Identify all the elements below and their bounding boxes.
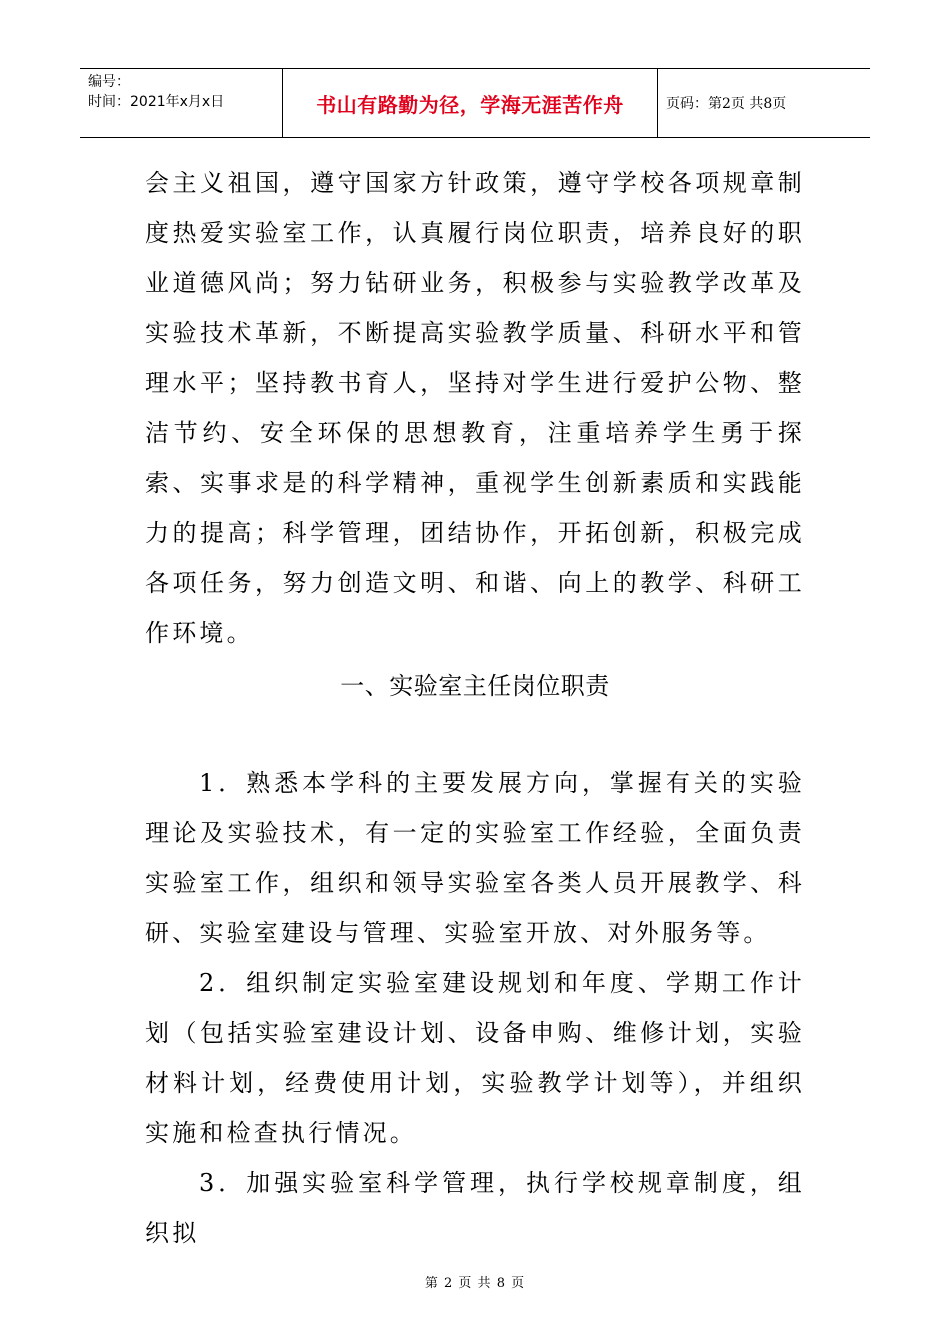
duties-list (145, 758, 805, 1258)
duty-item-1: 1．熟悉本学科的主要发展方向，掌握有关的实验理论及实验技术，有一定的实验室工作经验，全面负责实验室工作，组织和领导实验室各类人员开展教学、科研、实验室建设与管理、实验室开放、对外服务等。 (145, 769, 805, 947)
duty-item-2: 2．组织制定实验室建设规划和年度、学期工作计划（包括实验室建设计划、设备申购、维修计划，实验材料计划，经费使用计划，实验教学计划等），并组织实施和检查执行情况。 (145, 969, 805, 1147)
header-motto: 书山有路勤为径，学海无涯苦作舟 (283, 69, 658, 137)
intro-block (145, 158, 805, 658)
number-label: 编号： (88, 74, 130, 90)
section-heading: 一、实验室主任岗位职责 (340, 672, 610, 700)
header-meta (80, 69, 283, 137)
intro-paragraph: 会主义祖国，遵守国家方针政策，遵守学校各项规章制度热爱实验室工作，认真履行岗位职责，培养良好的职业道德风尚；努力钻研业务，积极参与实验教学改革及实验技术革新，不断提高实验教学质量、科研水平和管理水平；坚持教书育人，坚持对学生进行爱护公物、整洁节约、安全环保的思想教育，注重培养学生勇于探索、实事求是的科学精神，重视学生创新素质和实践能力的提高；科学管理，团结协作，开拓创新，积极完成各项任务，努力创造文明、和谐、向上的教学、科研工作环境。 (145, 169, 805, 647)
duty-item-3: 3．加强实验室科学管理，执行学校规章制度，组织拟 (145, 1169, 805, 1247)
page-header (80, 68, 870, 138)
header-page-info: 页码：第2页 共8页 (666, 96, 787, 112)
time-label: 时间：2021年x月x日 (88, 94, 225, 110)
page-footer: 第 2 页 共 8 页 (424, 1276, 526, 1291)
